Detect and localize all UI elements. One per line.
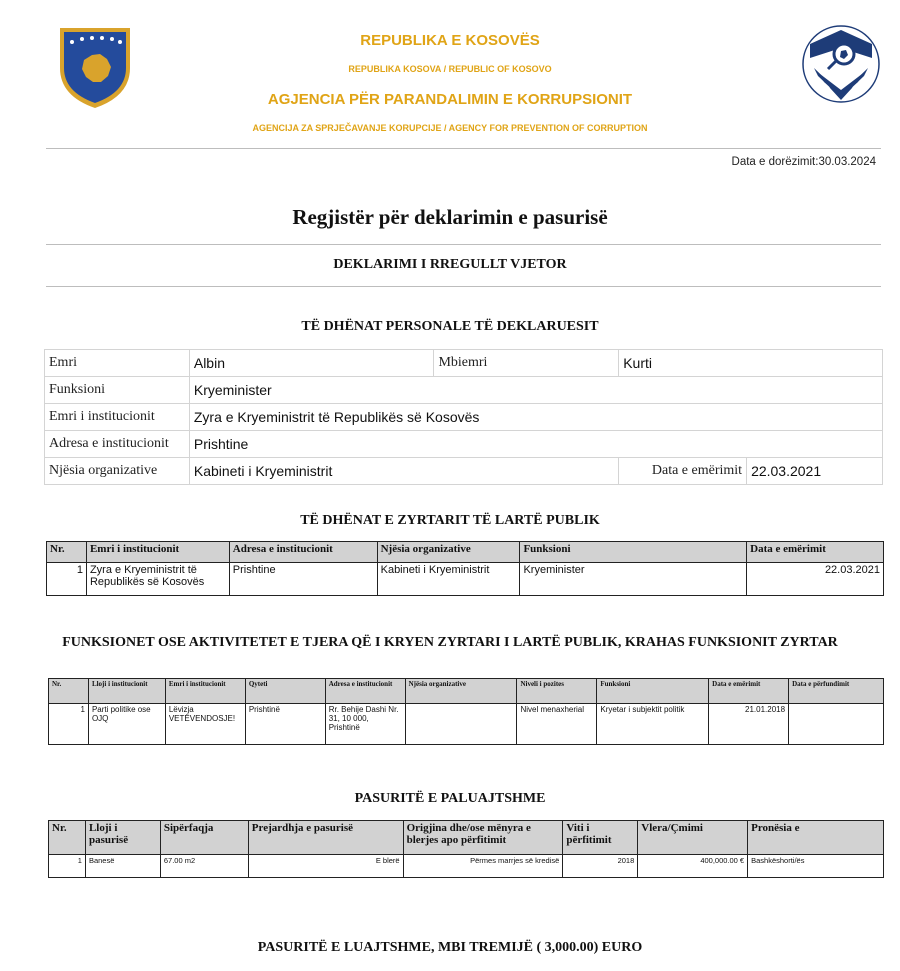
table-cell: 1 bbox=[49, 704, 89, 745]
appointment-value: 22.03.2021 bbox=[747, 458, 883, 485]
title-divider-bottom bbox=[46, 286, 881, 287]
header-divider bbox=[46, 148, 881, 149]
table-cell: 1 bbox=[49, 855, 86, 878]
table-cell: Lëvizja VETËVENDOSJE! bbox=[165, 704, 245, 745]
table-cell bbox=[405, 704, 517, 745]
table-row bbox=[49, 855, 884, 878]
immovable-assets-table bbox=[48, 820, 884, 878]
column-header: Qyteti bbox=[245, 679, 325, 704]
table-cell: 1 bbox=[47, 563, 87, 596]
table-cell: E blerë bbox=[248, 855, 403, 878]
document-subtitle: DEKLARIMI I RREGULLT VJETOR bbox=[333, 257, 567, 272]
republic-title: REPUBLIKA E KOSOVËS bbox=[360, 32, 540, 49]
table-header-row bbox=[47, 542, 884, 563]
table-cell bbox=[789, 704, 884, 745]
movable-assets-heading: PASURITË E LUAJTSHME, MBI TREMIJË ( 3,000.00) EURO bbox=[257, 940, 643, 955]
table-row bbox=[45, 431, 883, 458]
surname-value: Kurti bbox=[619, 350, 883, 377]
other-functions-heading: FUNKSIONET OSE AKTIVITETET E TJERA QË I KRYEN ZYRTARI I LARTË PUBLIK, KRAHAS FUNKSIONIT ZYRTAR bbox=[62, 635, 838, 650]
table-cell: Nivel menaxherial bbox=[517, 704, 597, 745]
immovable-assets-heading: PASURITË E PALUAJTSHME bbox=[354, 791, 546, 806]
function-value: Kryeminister bbox=[189, 377, 882, 404]
table-header-row bbox=[49, 679, 884, 704]
table-cell: Përmes marrjes së kredisë bbox=[403, 855, 563, 878]
personal-data-heading: TË DHËNAT PERSONALE TË DEKLARUESIT bbox=[301, 319, 599, 334]
column-header: Adresa e institucionit bbox=[229, 542, 377, 563]
column-header: Viti i përfitimit bbox=[563, 821, 638, 855]
table-cell: Rr. Behije Dashi Nr. 31, 10 000, Prishtinë bbox=[325, 704, 405, 745]
column-header: Pronësia e bbox=[748, 821, 884, 855]
table-row bbox=[47, 563, 884, 596]
table-cell: Kryeminister bbox=[520, 563, 747, 596]
agency-title: AGJENCIA PËR PARANDALIMIN E KORRUPSIONIT bbox=[267, 91, 633, 108]
official-data-heading: TË DHËNAT E ZYRTARIT TË LARTË PUBLIK bbox=[300, 513, 600, 528]
table-cell: Prishtinë bbox=[245, 704, 325, 745]
table-cell: Banesë bbox=[85, 855, 160, 878]
column-header: Prejardhja e pasurisë bbox=[248, 821, 403, 855]
table-row bbox=[45, 404, 883, 431]
column-header: Sipërfaqja bbox=[160, 821, 248, 855]
column-header: Emri i institucionit bbox=[165, 679, 245, 704]
column-header: Njësia organizative bbox=[377, 542, 520, 563]
column-header: Origjina dhe/ose mënyra e blerjes apo përfitimit bbox=[403, 821, 563, 855]
column-header: Data e përfundimit bbox=[789, 679, 884, 704]
address-value: Prishtine bbox=[189, 431, 882, 458]
column-header: Lloji i institucionit bbox=[88, 679, 165, 704]
submission-date: Data e dorëzimit:30.03.2024 bbox=[731, 156, 876, 168]
surname-label: Mbiemri bbox=[434, 350, 619, 377]
other-functions-table bbox=[48, 678, 884, 745]
table-cell: 67.00 m2 bbox=[160, 855, 248, 878]
column-header: Nr. bbox=[49, 679, 89, 704]
republic-subtitle: REPUBLIKA KOSOVA / REPUBLIC OF KOSOVO bbox=[348, 64, 552, 74]
address-label: Adresa e institucionit bbox=[45, 431, 190, 458]
unit-value: Kabineti i Kryeministrit bbox=[189, 458, 618, 485]
official-data-table bbox=[46, 541, 884, 596]
table-cell: Prishtine bbox=[229, 563, 377, 596]
column-header: Emri i institucionit bbox=[86, 542, 229, 563]
agency-subtitle: AGENCIJA ZA SPRJEČAVANJE KORUPCIJE / AGENCY FOR PREVENTION OF CORRUPTION bbox=[252, 123, 648, 133]
table-cell: Kryetar i subjektit politik bbox=[597, 704, 709, 745]
table-cell: Zyra e Kryeministrit të Republikës së Kosovës bbox=[86, 563, 229, 596]
name-label: Emri bbox=[45, 350, 190, 377]
table-cell: 400,000.00 € bbox=[638, 855, 748, 878]
unit-label: Njësia organizative bbox=[45, 458, 190, 485]
agency-logo-icon bbox=[800, 24, 882, 114]
personal-data-table bbox=[44, 349, 883, 485]
table-row bbox=[45, 458, 883, 485]
title-divider-top bbox=[46, 244, 881, 245]
table-cell: Bashkëshorti/ës bbox=[748, 855, 884, 878]
institution-label: Emri i institucionit bbox=[45, 404, 190, 431]
column-header: Funksioni bbox=[520, 542, 747, 563]
column-header: Funksioni bbox=[597, 679, 709, 704]
table-cell: 2018 bbox=[563, 855, 638, 878]
table-row bbox=[49, 704, 884, 745]
column-header: Njësia organizative bbox=[405, 679, 517, 704]
column-header: Vlera/Çmimi bbox=[638, 821, 748, 855]
column-header: Data e emërimit bbox=[747, 542, 884, 563]
column-header: Nr. bbox=[47, 542, 87, 563]
table-cell: Kabineti i Kryeministrit bbox=[377, 563, 520, 596]
document-title: Regjistër për deklarimin e pasurisë bbox=[292, 205, 608, 229]
column-header: Adresa e institucionit bbox=[325, 679, 405, 704]
table-row bbox=[45, 350, 883, 377]
function-label: Funksioni bbox=[45, 377, 190, 404]
column-header: Data e emërimit bbox=[709, 679, 789, 704]
column-header: Niveli i pozites bbox=[517, 679, 597, 704]
table-cell: 22.03.2021 bbox=[747, 563, 884, 596]
appointment-label: Data e emërimit bbox=[619, 458, 747, 485]
institution-value: Zyra e Kryeministrit të Republikës së Kosovës bbox=[189, 404, 882, 431]
name-value: Albin bbox=[189, 350, 434, 377]
table-cell: Parti politike ose OJQ bbox=[88, 704, 165, 745]
table-header-row bbox=[49, 821, 884, 855]
table-row bbox=[45, 377, 883, 404]
column-header: Nr. bbox=[49, 821, 86, 855]
document-header bbox=[0, 0, 900, 150]
table-cell: 21.01.2018 bbox=[709, 704, 789, 745]
column-header: Lloji i pasurisë bbox=[85, 821, 160, 855]
